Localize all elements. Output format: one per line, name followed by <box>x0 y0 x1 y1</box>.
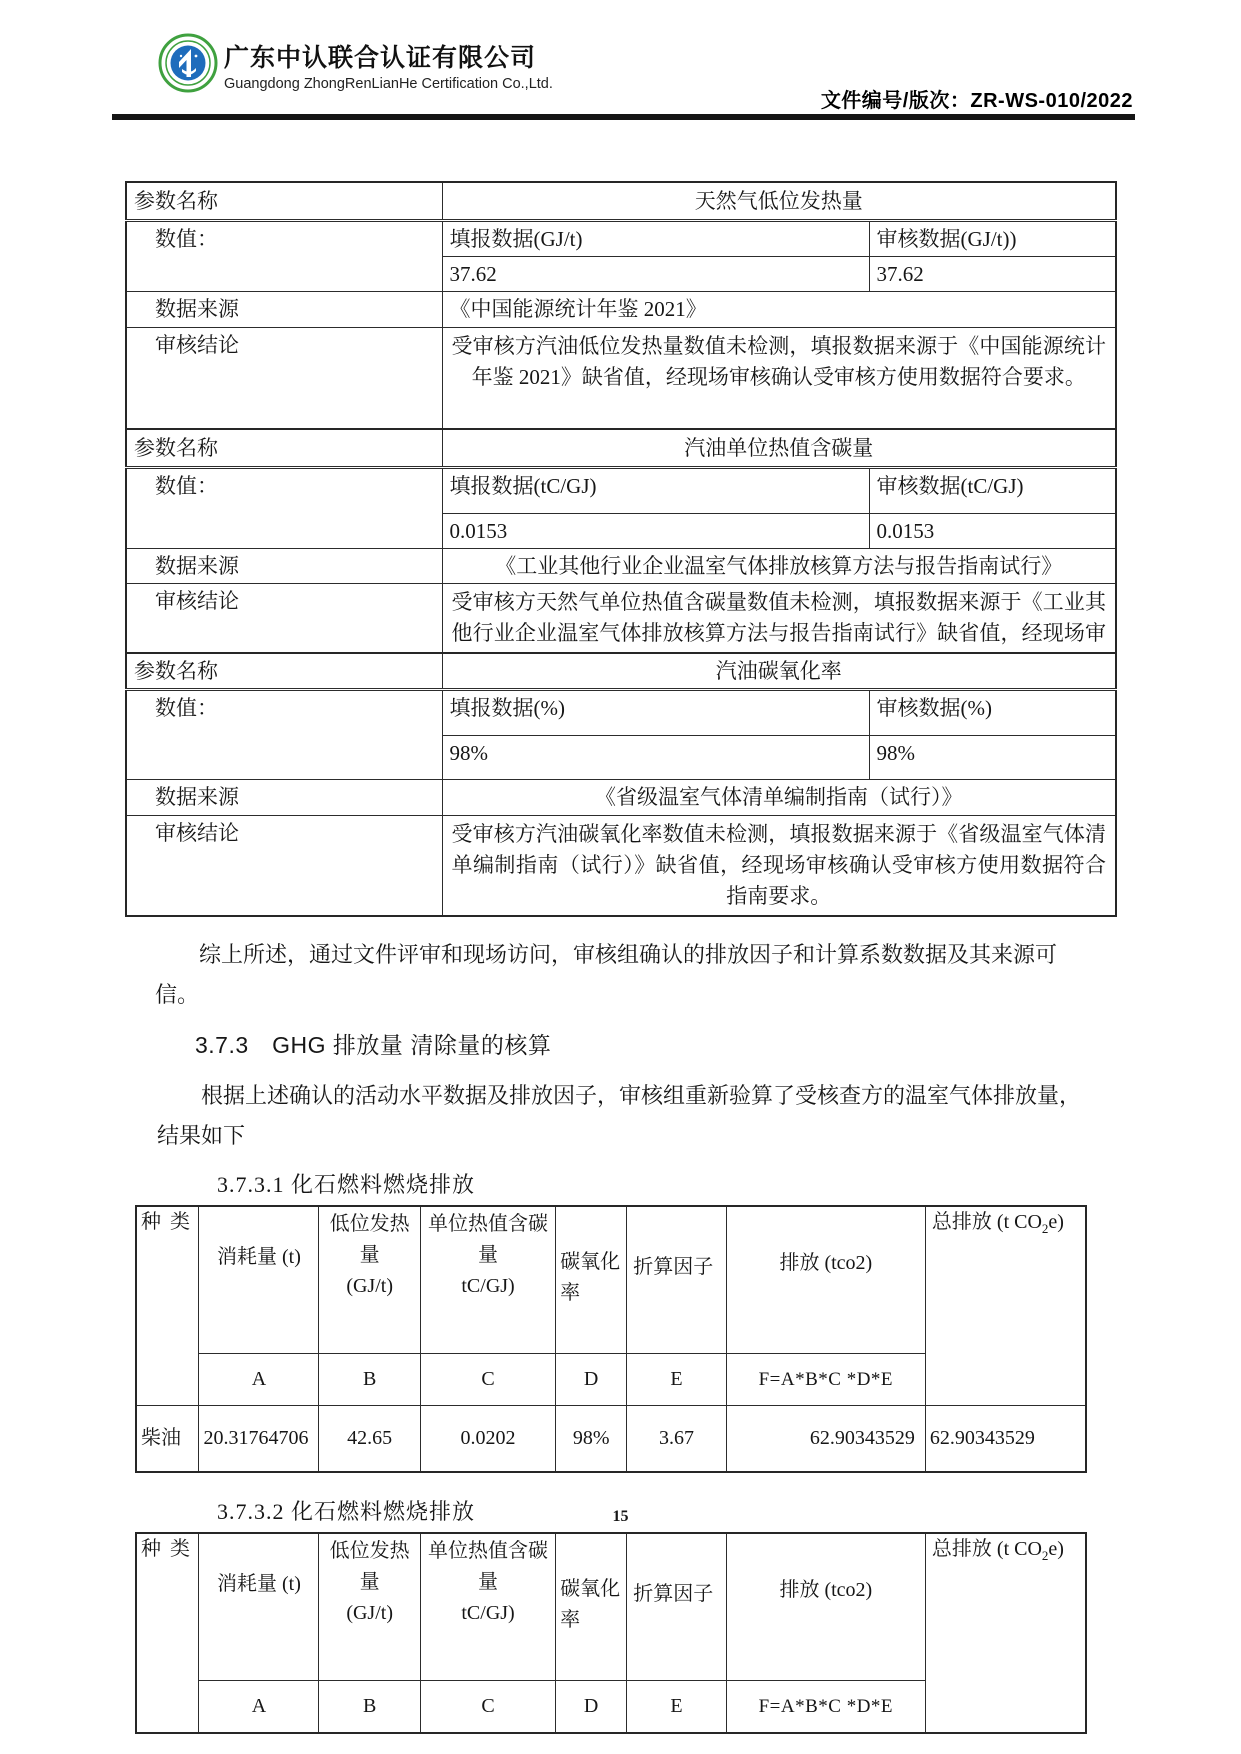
audited-value: 37.62 <box>869 256 1116 291</box>
reported-label: 填报数据(tC/GJ) <box>442 467 869 513</box>
letter-b: B <box>319 1354 421 1406</box>
header-ncv: 低位发热量 (GJ/t) <box>319 1533 421 1681</box>
param-name-label: 参数名称 <box>126 653 442 690</box>
value-label: 数值： <box>126 689 442 779</box>
source-label: 数据来源 <box>126 291 442 327</box>
audited-label: 审核数据(%) <box>869 689 1116 735</box>
param-name-value: 汽油单位热值含碳量 <box>442 429 1116 467</box>
header-total-emission: 总排放 (t $CO_2e$) <box>925 1206 1086 1406</box>
cell-total: 62.90343529 <box>925 1406 1086 1472</box>
conclusion-label: 审核结论 <box>126 327 442 429</box>
letter-e: E <box>627 1354 727 1406</box>
value-label: 数值： <box>126 220 442 291</box>
conclusion-text: 受审核方汽油碳氧化率数值未检测，填报数据来源于《省级温室气体清单编制指南（试行）》缺省值，经现场审核确认受审核方使用数据符合指南要求。 <box>442 815 1116 916</box>
reported-value: 37.62 <box>442 256 869 291</box>
letter-b: B <box>319 1681 421 1733</box>
cell-consumption: 20.31764706 <box>199 1406 319 1472</box>
conclusion-label: 审核结论 <box>126 815 442 916</box>
header-carbon-content: 单位热值含碳量 tC/GJ) <box>420 1206 555 1354</box>
param-name-label: 参数名称 <box>126 182 442 220</box>
param-name-value: 天然气低位发热量 <box>442 182 1116 220</box>
page-header <box>0 0 1241 128</box>
conclusion-label: 审核结论 <box>126 583 442 653</box>
cell-species: 柴油 <box>136 1406 199 1472</box>
letter-c: C <box>420 1354 555 1406</box>
reported-value: 0.0153 <box>442 513 869 548</box>
header-species: 种 类 <box>136 1206 199 1406</box>
param-name-value: 汽油碳氧化率 <box>442 653 1116 690</box>
fossil-fuel-table-1 <box>135 1205 1087 1473</box>
letter-d: D <box>556 1354 627 1406</box>
subsection-heading-3731: 3.7.3.1 化石燃料燃烧排放 <box>217 1171 476 1197</box>
company-logo-icon <box>158 33 218 93</box>
header-oxidation: 碳氧化率 <box>556 1533 627 1681</box>
company-name-cn: 广东中认联合认证有限公司 <box>224 44 537 72</box>
letter-e: E <box>627 1681 727 1733</box>
conclusion-text: 受审核方汽油低位发热量数值未检测，填报数据来源于《中国能源统计年鉴 2021》缺省值，经现场审核确认受审核方使用数据符合要求。 <box>442 327 1116 429</box>
summary-paragraph: 综上所述，通过文件评审和现场访问，审核组确认的排放因子和计算系数数据及其来源可信。 <box>155 941 1058 1007</box>
letter-d: D <box>556 1681 627 1733</box>
cell-emission: 62.90343529 <box>726 1406 925 1472</box>
header-consumption: 消耗量 (t) <box>199 1533 319 1681</box>
subsection-heading-3732: 3.7.3.2 化石燃料燃烧排放 <box>217 1498 476 1524</box>
audited-value: 0.0153 <box>869 513 1116 548</box>
header-factor: 折算因子 <box>627 1533 727 1681</box>
header-total-emission: 总排放 (t $CO_2e$) <box>925 1533 1086 1733</box>
intro-paragraph: 根据上述确认的活动水平数据及排放因子，审核组重新验算了受核查方的温室气体排放量，结果如下 <box>157 1082 1082 1148</box>
cell-oxidation: 98% <box>556 1406 627 1472</box>
formula-cell: F=A*B*C *D*E <box>726 1681 925 1733</box>
page-number: 15 <box>612 1508 629 1525</box>
header-factor: 折算因子 <box>627 1206 727 1354</box>
doc-number-line <box>821 84 1133 113</box>
param-block-natural-gas <box>125 181 1117 430</box>
header-species: 种 类 <box>136 1533 199 1733</box>
param-block-carbon-content <box>125 428 1117 654</box>
reported-label: 填报数据(GJ/t) <box>442 220 869 256</box>
table-row-diesel <box>136 1406 1086 1472</box>
audited-label: 审核数据(GJ/t)) <box>869 220 1116 256</box>
company-name-en: Guangdong ZhongRenLianHe Certification Co.,Ltd. <box>224 76 553 92</box>
audited-value: 98% <box>869 735 1116 779</box>
header-carbon-content: 单位热值含碳量 tC/GJ) <box>420 1533 555 1681</box>
fossil-fuel-table-2 <box>135 1532 1087 1734</box>
header-emission: 排放 (tco2) <box>726 1533 925 1681</box>
doc-number-label: 文件编号/版次： <box>820 90 971 112</box>
letter-c: C <box>420 1681 555 1733</box>
page-content <box>125 183 1117 1734</box>
param-name-label: 参数名称 <box>126 429 442 467</box>
source-label: 数据来源 <box>126 548 442 583</box>
cell-ncv: 42.65 <box>319 1406 421 1472</box>
reported-label: 填报数据(%) <box>442 689 869 735</box>
audited-label: 审核数据(tC/GJ) <box>869 467 1116 513</box>
cell-carbon: 0.0202 <box>420 1406 555 1472</box>
letter-a: A <box>199 1354 319 1406</box>
value-label: 数值： <box>126 467 442 548</box>
conclusion-text: 受审核方天然气单位热值含碳量数值未检测，填报数据来源于《工业其他行业企业温室气体排放核算方法与报告指南试行》缺省值，经现场审 <box>442 583 1116 653</box>
source-value: 《省级温室气体清单编制指南（试行）》 <box>442 779 1116 815</box>
param-block-oxidation-rate <box>125 652 1117 917</box>
cell-factor: 3.67 <box>627 1406 727 1472</box>
header-oxidation: 碳氧化率 <box>556 1206 627 1354</box>
header-emission: 排放 (tco2) <box>726 1206 925 1354</box>
source-value: 《中国能源统计年鉴 2021》 <box>442 291 1116 327</box>
formula-cell: F=A*B*C *D*E <box>726 1354 925 1406</box>
doc-number-value: ZR-WS-010/2022 <box>970 90 1133 112</box>
company-logo <box>158 33 218 93</box>
source-label: 数据来源 <box>126 779 442 815</box>
source-value: 《工业其他行业企业温室气体排放核算方法与报告指南试行》 <box>442 548 1116 583</box>
section-heading-373: 3.7.3 GHG 排放量 清除量的核算 <box>195 1031 552 1058</box>
letter-a: A <box>199 1681 319 1733</box>
header-consumption: 消耗量 (t) <box>199 1206 319 1354</box>
header-rule <box>112 114 1135 120</box>
reported-value: 98% <box>442 735 869 779</box>
header-ncv: 低位发热量 (GJ/t) <box>319 1206 421 1354</box>
